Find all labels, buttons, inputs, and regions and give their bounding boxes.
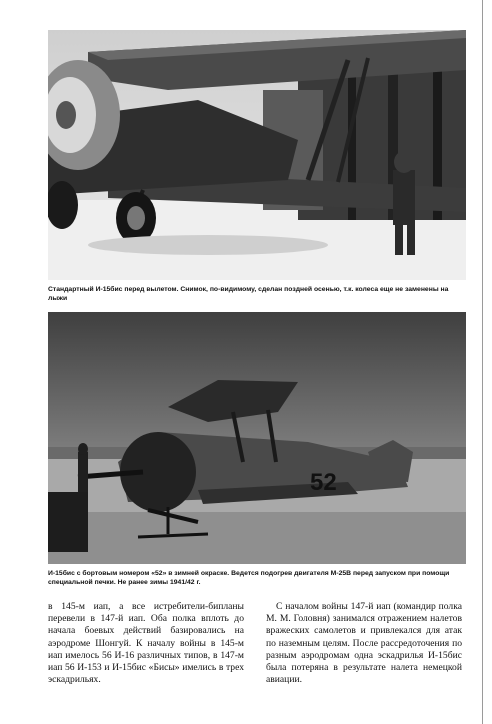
body-column-right	[266, 601, 462, 686]
photo-bottom-caption: И-15бис с бортовым номером «52» в зимней окраске. Ведется подогрев двигателя М-25В перед запуском при помощи специальной печки. Не ранее зимы 1941/42 г.	[48, 570, 450, 586]
photo-biplane-winter	[48, 312, 466, 564]
body-paragraph-left: в 145-м иап, а все истребители-бипланы перевели в 147-й иап. Оба полка вплоть до начала боевых действий базировались на аэродроме Шонгуй. К началу войны в 145-м иап имелось 56 И-16 различных типов, в 147-м иап 56 И-153 и И-15бис «Бисы» имелись в трех эскадрильях.	[48, 601, 244, 686]
body-paragraph-right: С началом войны 147-й иап (командир полка М. М. Головня) занимался отражением налетов вражеских самолетов и привлекался для атак по наземным целям. После рассредоточения по разным аэродромам одна эскадрилья И-15бис была потеряна в результате налета немецкой авиации.	[266, 601, 462, 686]
photo-biplane-on-wheels	[48, 30, 466, 280]
fuselage-number: 52	[310, 469, 337, 496]
page-edge	[482, 0, 483, 724]
photo-top-caption: Стандартный И-15бис перед вылетом. Снимок, по-видимому, сделан поздней осенью, т.к. колеса еще не заменены на лыжи	[48, 286, 449, 302]
body-column-left	[48, 601, 244, 686]
